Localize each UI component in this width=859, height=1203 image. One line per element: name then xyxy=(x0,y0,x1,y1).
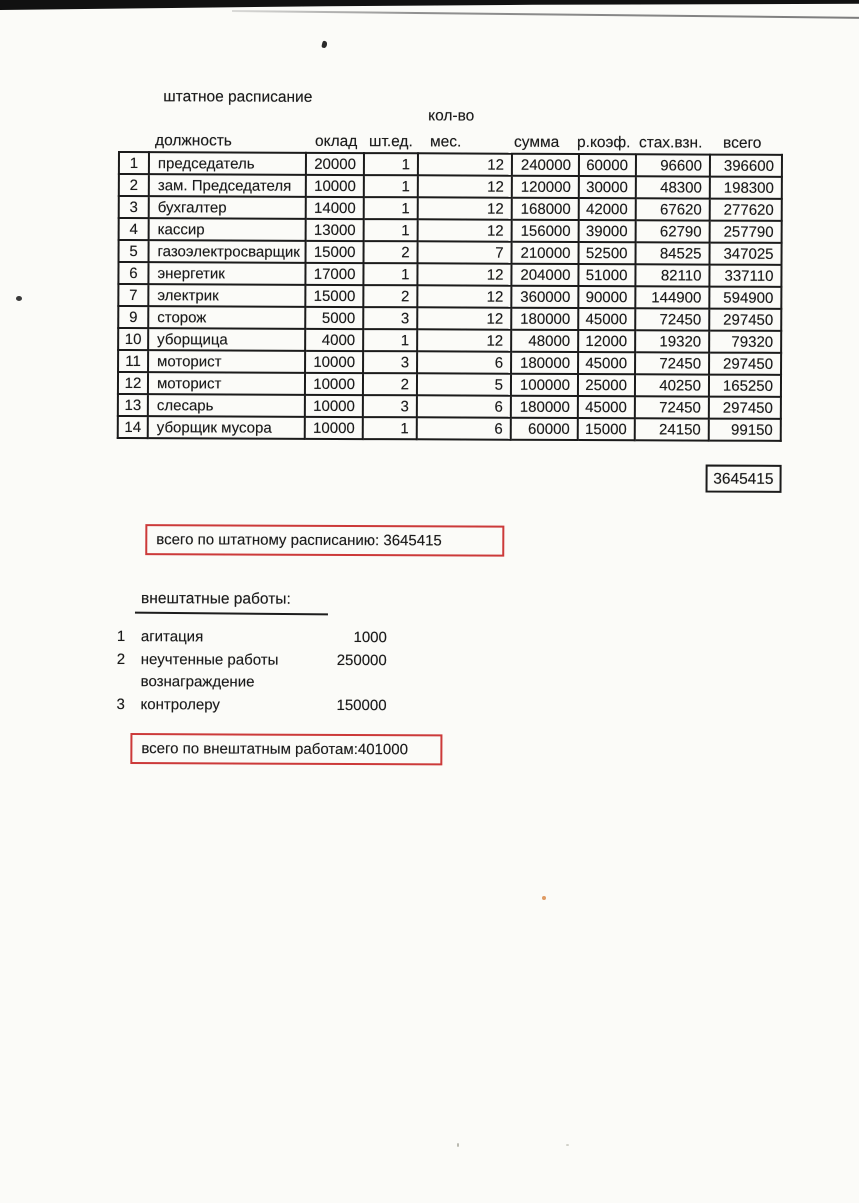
cell-total: 297450 xyxy=(709,397,781,419)
cell-position: сторож xyxy=(148,306,305,329)
table-row xyxy=(118,262,781,287)
cell-sum: 180000 xyxy=(511,396,578,418)
offstaff-item-label: агитация xyxy=(140,628,204,646)
cell-salary: 14000 xyxy=(306,197,364,219)
offstaff-item-label: контролеру xyxy=(140,695,220,713)
cell-num: 5 xyxy=(119,240,149,262)
cell-position: моторист xyxy=(148,372,305,395)
offstaff-section-heading: внештатные работы: xyxy=(141,590,291,608)
cell-total: 337110 xyxy=(709,265,781,287)
cell-position: уборщица xyxy=(148,328,305,351)
cell-position: председатель xyxy=(149,152,306,175)
cell-months: 12 xyxy=(418,175,512,197)
column-header-sum: сумма xyxy=(514,133,560,151)
cell-salary: 15000 xyxy=(305,285,363,307)
cell-position: моторист xyxy=(148,350,305,373)
cell-total: 99150 xyxy=(709,419,781,441)
table-row xyxy=(118,328,781,353)
column-header-position: должность xyxy=(155,132,232,150)
table-row xyxy=(118,306,781,331)
cell-salary: 13000 xyxy=(306,219,364,241)
offstaff-item-amount: 150000 xyxy=(336,696,387,714)
offstaff-item-label: вознаграждение xyxy=(140,673,255,691)
cell-sum: 100000 xyxy=(511,374,578,396)
cell-num: 4 xyxy=(119,218,149,240)
cell-insurance: 24150 xyxy=(635,418,709,440)
cell-total: 297450 xyxy=(709,353,781,375)
cell-salary: 10000 xyxy=(305,373,363,395)
cell-salary: 5000 xyxy=(305,307,363,329)
cell-coef: 60000 xyxy=(579,154,636,176)
cell-units: 3 xyxy=(363,351,417,373)
table-row xyxy=(118,372,781,397)
table-row xyxy=(118,350,781,375)
cell-salary: 10000 xyxy=(306,175,364,197)
cell-total: 277620 xyxy=(710,199,782,221)
column-header-months-group: кол-во xyxy=(428,107,475,125)
cell-insurance: 67620 xyxy=(636,198,710,220)
cell-salary: 10000 xyxy=(305,351,363,373)
cell-months: 12 xyxy=(417,263,511,285)
cell-position: энергетик xyxy=(148,262,305,285)
cell-num: 7 xyxy=(118,284,148,306)
cell-coef: 39000 xyxy=(579,220,636,242)
cell-sum: 168000 xyxy=(512,198,579,220)
cell-position: зам. Председателя xyxy=(149,174,306,197)
staff-total-highlight-box: всего по штатному расписанию: 3645415 xyxy=(145,524,504,557)
cell-total: 347025 xyxy=(710,243,782,265)
cell-total: 297450 xyxy=(709,309,781,331)
cell-insurance: 144900 xyxy=(635,286,709,308)
cell-num: 14 xyxy=(118,416,148,438)
cell-position: уборщик мусора xyxy=(148,416,305,439)
offstaff-total-highlight-box: всего по внештатным работам:401000 xyxy=(130,733,442,765)
cell-months: 7 xyxy=(418,241,512,263)
offstaff-heading-underline xyxy=(135,612,328,616)
cell-units: 1 xyxy=(363,417,417,439)
cell-insurance: 72450 xyxy=(635,308,709,330)
cell-sum: 60000 xyxy=(511,418,578,440)
cell-sum: 120000 xyxy=(512,176,579,198)
cell-sum: 180000 xyxy=(511,352,578,374)
table-row xyxy=(119,174,782,199)
cell-insurance: 40250 xyxy=(635,374,709,396)
cell-insurance: 72450 xyxy=(635,352,709,374)
cell-months: 12 xyxy=(417,329,511,351)
offstaff-item-amount: 250000 xyxy=(336,651,387,669)
column-header-units: шт.ед. xyxy=(369,133,413,151)
cell-coef: 12000 xyxy=(578,330,635,352)
column-header-months: мес. xyxy=(430,133,462,151)
cell-units: 1 xyxy=(364,153,418,175)
cell-position: электрик xyxy=(148,284,305,307)
cell-coef: 45000 xyxy=(578,352,635,374)
cell-months: 6 xyxy=(417,417,511,439)
column-header-insurance: стах.взн. xyxy=(638,134,703,152)
cell-coef: 15000 xyxy=(578,418,635,440)
cell-total: 396600 xyxy=(710,155,782,177)
table-row xyxy=(118,416,781,441)
cell-coef: 51000 xyxy=(578,264,635,286)
cell-position: бухгалтер xyxy=(149,196,306,219)
grand-total-cell: 3645415 xyxy=(706,465,782,493)
cell-sum: 48000 xyxy=(511,330,578,352)
cell-num: 12 xyxy=(118,372,148,394)
cell-months: 12 xyxy=(418,153,512,175)
cell-salary: 10000 xyxy=(305,417,363,439)
document-title: штатное расписание xyxy=(163,88,313,106)
column-header-total: всего xyxy=(722,134,762,152)
offstaff-item xyxy=(117,627,387,651)
cell-units: 3 xyxy=(363,307,417,329)
cell-units: 1 xyxy=(364,197,418,219)
cell-units: 1 xyxy=(363,263,417,285)
cell-insurance: 62790 xyxy=(636,220,710,242)
cell-salary: 17000 xyxy=(305,263,363,285)
cell-salary: 10000 xyxy=(305,395,363,417)
cell-sum: 210000 xyxy=(512,242,579,264)
table-row xyxy=(119,218,782,243)
cell-total: 165250 xyxy=(709,375,781,397)
cell-coef: 45000 xyxy=(578,308,635,330)
cell-units: 1 xyxy=(364,219,418,241)
cell-coef: 30000 xyxy=(579,176,636,198)
cell-months: 5 xyxy=(417,373,511,395)
cell-position: газоэлектросварщик xyxy=(149,240,306,263)
cell-months: 12 xyxy=(417,285,511,307)
offstaff-item-amount: 1000 xyxy=(353,629,387,647)
offstaff-item-num: 1 xyxy=(116,627,126,646)
column-header-salary: оклад xyxy=(315,132,358,151)
cell-units: 3 xyxy=(363,395,417,417)
cell-coef: 90000 xyxy=(578,286,635,308)
cell-position: кассир xyxy=(149,218,306,241)
cell-num: 2 xyxy=(119,174,149,196)
offstaff-items-list xyxy=(117,627,387,718)
cell-coef: 52500 xyxy=(579,242,636,264)
cell-total: 257790 xyxy=(710,221,782,243)
staff-schedule-table xyxy=(117,151,783,442)
offstaff-item xyxy=(117,694,387,718)
cell-sum: 156000 xyxy=(512,220,579,242)
cell-salary: 15000 xyxy=(306,241,364,263)
cell-units: 2 xyxy=(363,373,417,395)
cell-total: 594900 xyxy=(709,287,781,309)
cell-units: 2 xyxy=(364,241,418,263)
cell-months: 12 xyxy=(417,307,511,329)
offstaff-item-num: 2 xyxy=(116,650,126,668)
cell-insurance: 19320 xyxy=(635,330,709,352)
cell-num: 3 xyxy=(119,196,149,218)
cell-insurance: 72450 xyxy=(635,396,709,418)
cell-months: 6 xyxy=(417,395,511,417)
cell-num: 10 xyxy=(118,328,148,350)
cell-num: 9 xyxy=(118,306,148,328)
cell-sum: 240000 xyxy=(512,154,579,176)
cell-sum: 180000 xyxy=(511,308,578,330)
cell-salary: 20000 xyxy=(306,153,364,175)
table-row xyxy=(119,152,782,177)
cell-months: 12 xyxy=(418,219,512,241)
cell-units: 2 xyxy=(363,285,417,307)
staff-table-body xyxy=(118,152,782,441)
cell-sum: 204000 xyxy=(511,264,578,286)
cell-units: 1 xyxy=(363,329,417,351)
cell-num: 6 xyxy=(118,262,148,284)
cell-coef: 42000 xyxy=(579,198,636,220)
cell-months: 6 xyxy=(417,351,511,373)
table-row xyxy=(119,240,782,265)
cell-months: 12 xyxy=(418,197,512,219)
offstaff-item-num xyxy=(117,672,141,695)
cell-num: 1 xyxy=(119,152,149,174)
table-row xyxy=(118,284,781,309)
cell-insurance: 82110 xyxy=(635,264,709,286)
offstaff-item-num: 3 xyxy=(116,695,125,713)
cell-insurance: 84525 xyxy=(636,242,710,264)
cell-coef: 45000 xyxy=(578,396,635,418)
offstaff-item-label: неучтенные работы xyxy=(140,650,279,669)
offstaff-item xyxy=(117,649,387,673)
table-row xyxy=(119,196,782,221)
cell-insurance: 96600 xyxy=(636,154,710,176)
table-row xyxy=(118,394,781,419)
cell-salary: 4000 xyxy=(305,329,363,351)
cell-insurance: 48300 xyxy=(636,176,710,198)
cell-total: 198300 xyxy=(710,177,782,199)
cell-coef: 25000 xyxy=(578,374,635,396)
offstaff-item xyxy=(117,672,387,696)
cell-position: слесарь xyxy=(148,394,305,417)
column-header-coef: р.коэф. xyxy=(577,133,631,152)
cell-sum: 360000 xyxy=(511,286,578,308)
cell-num: 13 xyxy=(118,394,148,416)
cell-num: 11 xyxy=(118,350,148,372)
offstaff-item-amount xyxy=(307,673,387,696)
cell-units: 1 xyxy=(364,175,418,197)
cell-total: 79320 xyxy=(709,331,781,353)
